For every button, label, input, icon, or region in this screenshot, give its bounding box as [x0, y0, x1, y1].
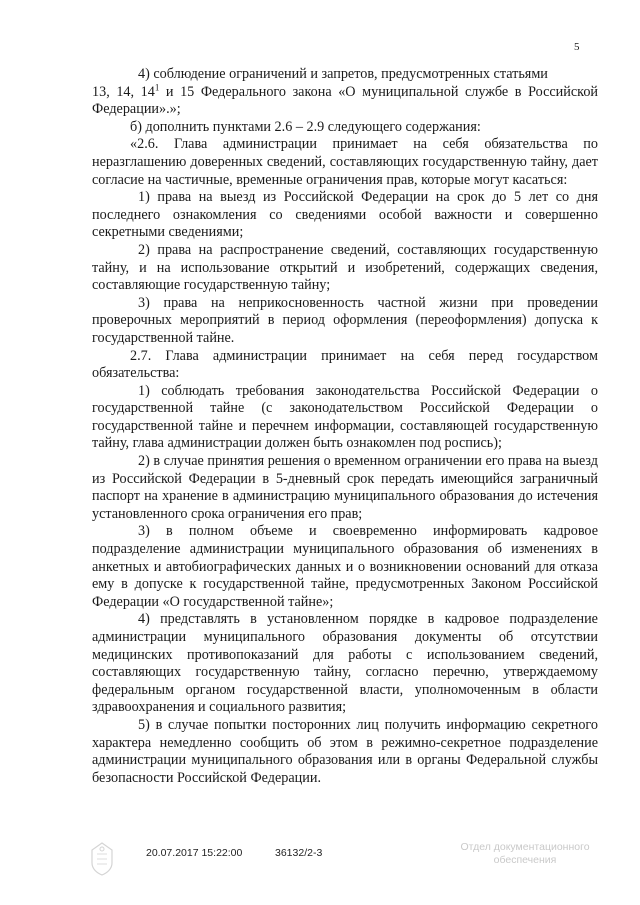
paragraph-2-6-3: 3) права на неприкосновенность частной жизни при проведении проверочных мероприятий в период оформления (переоформления) допуска к государственной тайне. — [92, 294, 598, 346]
stamp-number: 36132/2-3 — [275, 847, 323, 859]
paragraph-2-6-1: 1) права на выезд из Российской Федерации на срок до 5 лет со дня последнего ознакомления со сведениями особой важности и совершенно секретными сведениями; — [92, 189, 598, 241]
article-superscript: 1 — [154, 81, 160, 92]
document-body — [92, 66, 598, 787]
paragraph-2-7-2: 2) в случае принятия решения о временном ограничении его права на выезд из Российской Федерации в 5-дневный срок передать имеющийся заграничный паспорт на хранение в администрацию муниципального образования до истечения установленного срока ограничения его прав; — [92, 453, 598, 522]
emblem-icon — [88, 841, 116, 877]
paragraph-text: 4) соблюдение ограничений и запретов, предусмотренных статьями — [138, 66, 548, 82]
paragraph-2-7-3: 3) в полном объеме и своевременно информировать кадровое подразделение администрации муниципального образования об изменениях в анкетных и автобиографических данных и о возникновении оснований для отказа ему в допуске к государственной тайне, предусмотренных Законом Российской Федерации «О государственной тайне»; — [92, 523, 598, 610]
articles-text: 13, 14, 14 — [92, 83, 155, 100]
paragraph-item-4 — [92, 66, 598, 119]
page-number: 5 — [574, 41, 580, 53]
document-footer — [0, 841, 640, 891]
stamp-date: 20.07.2017 15:22:00 — [146, 847, 243, 859]
paragraph-2-7-1: 1) соблюдать требования законодательства Российской Федерации о государственной тайне (с законодательством Российской Федерации о государственной тайне и перечнем информации, составляющей государственную тайну, глава администрации должен быть ознакомлен под роспись); — [92, 382, 598, 452]
paragraph-2-6-2: 2) права на распространение сведений, составляющих государственную тайну, и на использование открытий и изобретений, содержащих сведения, составляющие государственную тайну; — [92, 241, 598, 294]
paragraph-amend: б) дополнить пунктами 2.6 – 2.9 следующего содержания: — [130, 118, 481, 135]
paragraph-2-7-4: 4) представлять в установленном порядке в кадровое подразделение администрации муниципального образования документы об отсутствии медицинских противопоказаний для работы с использованием сведений, составляющих государственную тайну, согласно перечню, утверждаемому федеральным органом государственной власти, уполномоченным в области здравоохранения и социального развития; — [92, 611, 598, 716]
paragraph-2-7: 2.7. Глава администрации принимает на себя перед государством обязательства: — [92, 347, 598, 382]
paragraph-2-7-5: 5) в случае попытки посторонних лиц получить информацию секретного характера немедленно сообщить об этом в режимно-секретное подразделение администрации муниципального образования или в органы Федеральной службы безопасности Российской Федерации. — [92, 716, 598, 786]
articles-text-rest: и 15 Федерального закона «О муниципальной службе в Российской Федерации».»; — [92, 83, 599, 118]
paragraph-2-6: «2.6. Глава администрации принимает на себя обязательства по неразглашению доверенных сведений, составляющих государственную тайну, дает согласие на частичные, временные ограничения прав, которые могут касаться: — [92, 136, 598, 188]
department-stamp: Отдел документационного обеспечения — [460, 841, 590, 866]
